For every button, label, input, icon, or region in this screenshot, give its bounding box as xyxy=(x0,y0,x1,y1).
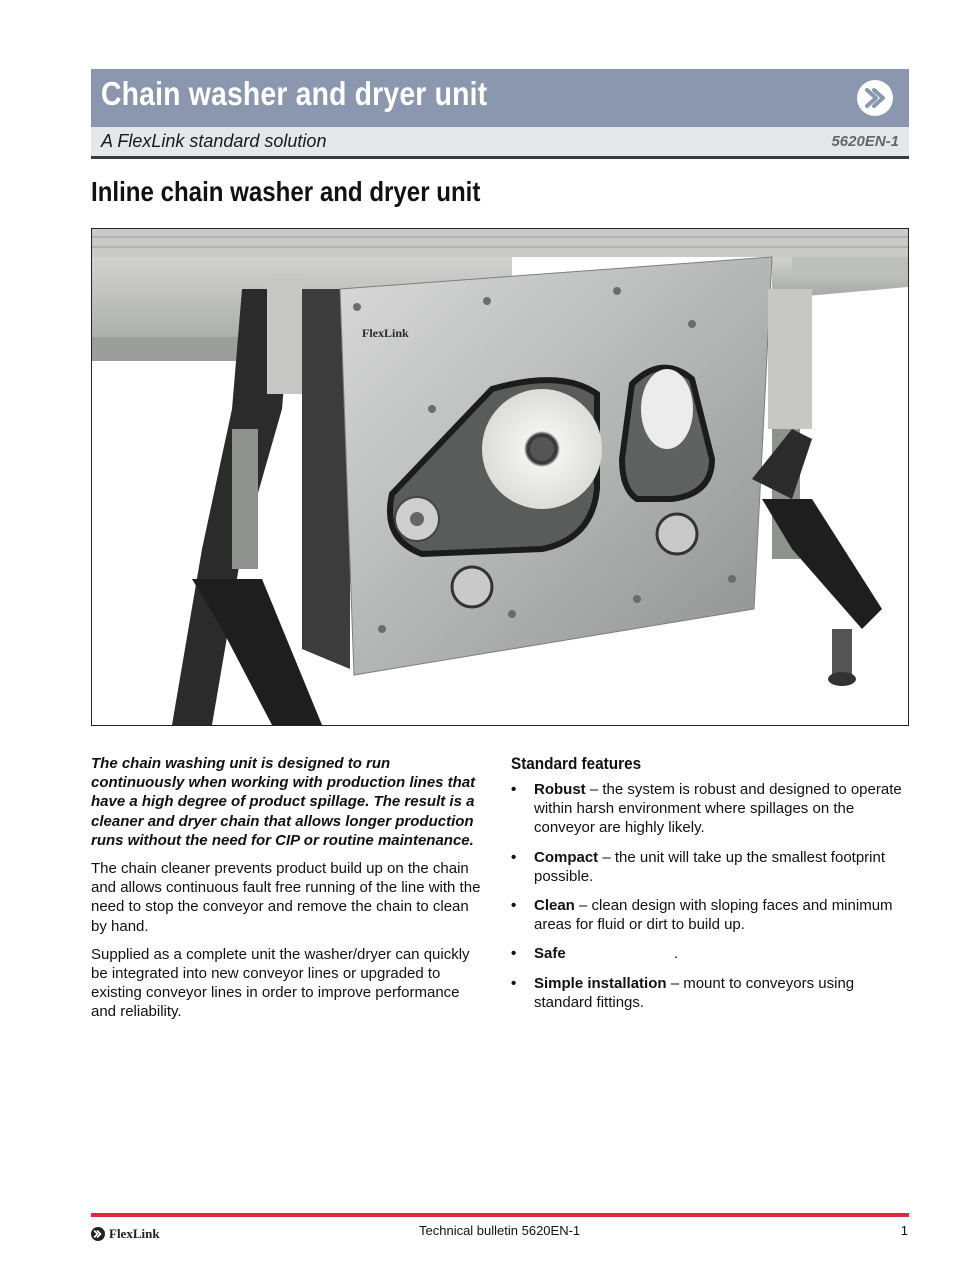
feature-simple-installation xyxy=(511,974,911,1012)
footer-logo xyxy=(91,1226,160,1242)
bullet-icon: • xyxy=(511,945,517,963)
feature-clean xyxy=(511,896,911,934)
feature-name: Robust xyxy=(534,781,586,798)
subtitle-bar xyxy=(91,127,909,159)
document-title: Chain washer and dryer unit xyxy=(101,75,488,112)
feature-name: Simple installation xyxy=(534,974,667,992)
photo-brand-label: FlexLink xyxy=(362,326,409,340)
intro-column xyxy=(91,754,487,1031)
intro-paragraph-2: Supplied as a complete unit the washer/dryer can quickly be integrated into new conveyor lines or upgraded to existing conveyor lines in order to improve performance and reliability. xyxy=(91,945,470,1021)
document-code: 5620EN-1 xyxy=(831,133,899,150)
washer-unit-illustration xyxy=(92,229,908,725)
bullet-icon: • xyxy=(511,974,517,992)
intro-lead: The chain washing unit is designed to run continuously when working with production lines that have a high degree of product spillage. The result is a cleaner and dryer chain that allows longer production runs without the need for CIP or routine maintenance. xyxy=(91,755,476,849)
features-heading: Standard features xyxy=(511,754,642,773)
footer-bulletin: Technical bulletin 5620EN-1 xyxy=(419,1223,581,1238)
bullet-icon: • xyxy=(511,848,517,866)
feature-name: Clean xyxy=(534,897,575,915)
bullet-icon: • xyxy=(511,897,517,915)
subtitle: A FlexLink standard solution xyxy=(101,131,327,151)
feature-text: – the system is robust and designed to operate within harsh environment where spillages on the conveyor are highly likely. xyxy=(534,781,902,837)
page-number: 1 xyxy=(900,1223,908,1238)
flexlink-logo-icon xyxy=(856,79,894,117)
bullet-icon: • xyxy=(511,781,517,798)
feature-text: – clean design with sloping faces and minimum areas for fluid or dirt to build up. xyxy=(534,897,893,934)
feature-text: – the unit will take up the smallest footprint possible. xyxy=(534,848,886,885)
title-banner xyxy=(91,69,909,127)
footer-rule xyxy=(91,1213,909,1217)
feature-robust xyxy=(511,780,911,838)
feature-text: – mount to conveyors using standard fittings. xyxy=(534,974,855,1011)
product-photo xyxy=(91,228,909,726)
feature-name: Safe xyxy=(534,945,566,963)
feature-text: . xyxy=(565,945,679,963)
page-heading: Inline chain washer and dryer unit xyxy=(91,176,481,207)
features-column xyxy=(511,754,911,1022)
intro-paragraph-1: The chain cleaner prevents product build up on the chain and allows continuous fault free running of the line with the need to stop the conveyor and remove the chain to clean by hand. xyxy=(91,860,481,935)
footer-brand: FlexLink xyxy=(109,1226,160,1241)
features-list xyxy=(511,780,911,1012)
flexlink-logo-icon xyxy=(91,1227,105,1241)
feature-name: Compact xyxy=(534,848,599,866)
feature-safe xyxy=(511,944,911,963)
feature-compact xyxy=(511,848,911,886)
